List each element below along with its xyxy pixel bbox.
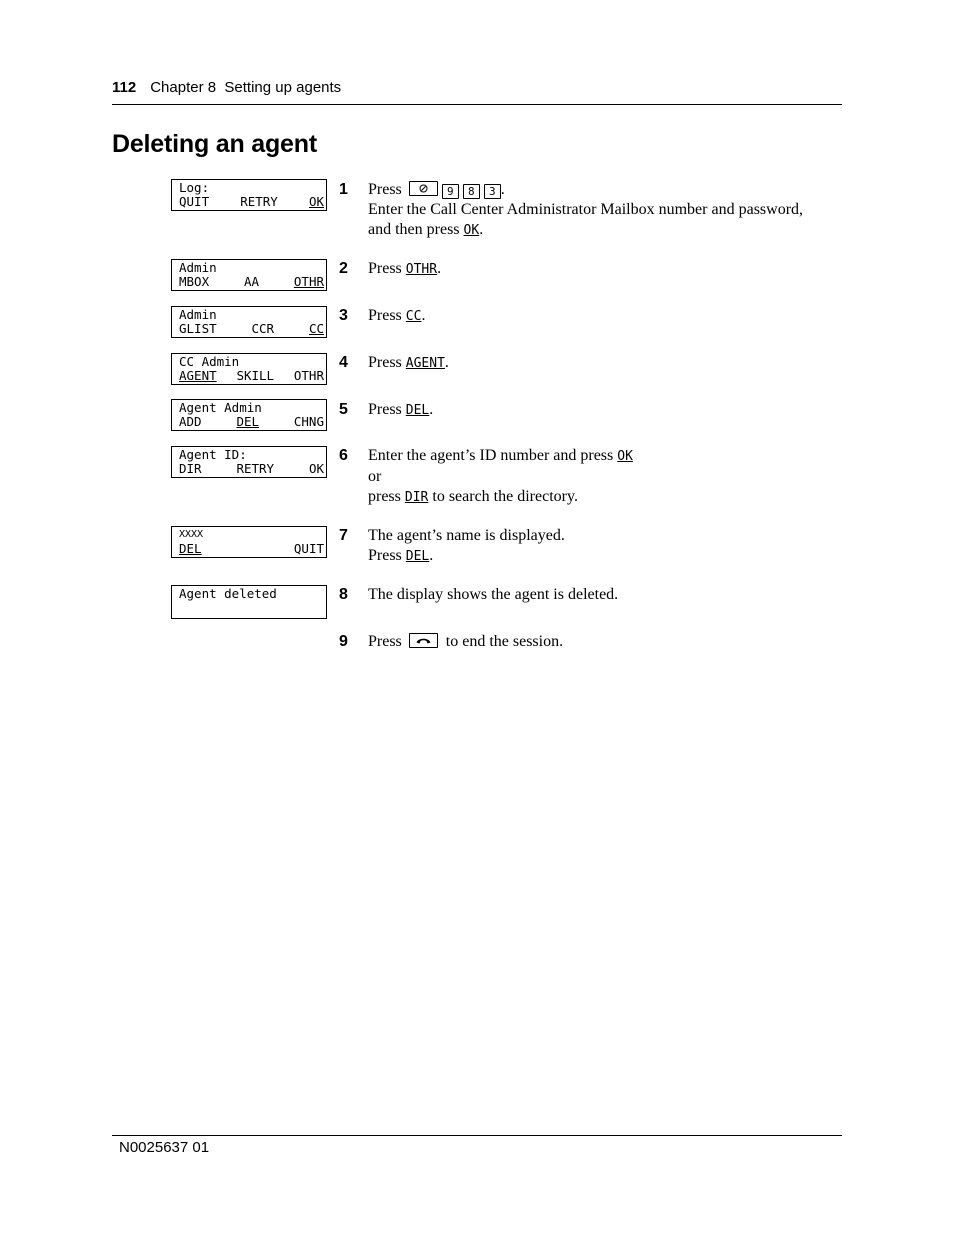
display-agent-id (171, 446, 327, 478)
step-line: Enter the Call Center Administrator Mailbox number and password, (368, 201, 804, 218)
softkey-skill[interactable]: SKILL (236, 368, 275, 383)
display-line: Log: (179, 180, 210, 195)
display-line: Agent ID: (179, 447, 247, 462)
key-button-3: 3 (484, 184, 501, 199)
display-line: Admin (179, 307, 217, 322)
step-text-post: to end the session. (445, 633, 564, 650)
softkey-quit[interactable]: QUIT (293, 541, 324, 556)
section-title: Deleting an agent (112, 130, 317, 158)
softkey-retry[interactable]: RETRY (236, 461, 275, 476)
softkey-add[interactable]: ADD (179, 414, 202, 429)
step-text-pre: Press (368, 547, 402, 564)
step-text-pre: Press (368, 260, 402, 277)
display-agent-deleted (171, 585, 327, 619)
step-9-text (368, 632, 848, 652)
display-log (171, 179, 327, 211)
chapter-title: Chapter 8 Setting up agents (150, 79, 342, 96)
softkey-aa[interactable]: AA (243, 274, 260, 289)
step-7-text: The agent’s name is displayed. Press DEL. (368, 526, 848, 567)
display-softkeys (179, 415, 324, 430)
display-agent-admin (171, 399, 327, 431)
step-text-pre: Enter the agent’s ID number and press (368, 447, 614, 464)
step-number: 7 (339, 527, 348, 544)
page-number: 112 (112, 79, 137, 96)
step-number: 2 (339, 260, 348, 277)
step-4-text: Press AGENT. (368, 354, 449, 371)
softkey-agent[interactable]: AGENT (179, 368, 217, 383)
softkey-mbox[interactable]: MBOX (179, 274, 210, 289)
softkey-ref-del: DEL (405, 403, 430, 418)
softkey-retry[interactable]: RETRY (240, 194, 278, 209)
step-line: The agent’s name is displayed. (368, 527, 565, 544)
display-line: Admin (179, 260, 217, 275)
step-text-pre: and then press (368, 221, 460, 238)
softkey-ref-agent: AGENT (405, 356, 445, 371)
header-rule (112, 104, 842, 105)
footer-rule (112, 1135, 842, 1136)
step-text-post: to search the directory. (432, 488, 578, 505)
step-number: 1 (339, 181, 348, 198)
step-text-pre: Press (368, 354, 402, 371)
step-text-pre: Press (368, 307, 402, 324)
key-button-8: 8 (463, 184, 480, 199)
display-softkeys (179, 195, 324, 210)
softkey-del[interactable]: DEL (179, 541, 202, 556)
step-line: or (368, 468, 382, 485)
softkey-cc[interactable]: CC (308, 321, 324, 336)
display-admin-1 (171, 259, 327, 291)
display-cc-admin (171, 353, 327, 385)
step-line: Press 9 8 3 . (368, 181, 505, 198)
step-number: 4 (339, 354, 348, 371)
step-2-text: Press OTHR. (368, 260, 442, 277)
step-number: 8 (339, 586, 348, 603)
softkey-quit[interactable]: QUIT (179, 194, 210, 209)
softkey-ok[interactable]: OK (308, 461, 324, 476)
softkey-othr[interactable]: OTHR (293, 368, 324, 383)
step-5-text: Press DEL. (368, 401, 434, 418)
display-line: Agent Admin (179, 400, 262, 415)
display-softkeys (179, 462, 324, 477)
softkey-ref-cc: CC (405, 309, 422, 324)
softkey-ref-ok: OK (463, 223, 480, 238)
display-agent-name (171, 526, 327, 558)
step-1-text (368, 180, 848, 241)
step-text-pre: Press (368, 633, 402, 650)
display-line: XXXX (179, 529, 204, 540)
step-number: 9 (339, 633, 348, 650)
document-number: N0025637 01 (119, 1139, 210, 1156)
softkey-chng[interactable]: CHNG (293, 414, 324, 429)
step-line: and then press OK. (368, 221, 484, 238)
softkey-ref-del: DEL (405, 549, 430, 564)
feature-icon (409, 181, 438, 196)
softkey-ref-othr: OTHR (405, 262, 438, 277)
step-line: The display shows the agent is deleted. (368, 586, 619, 603)
softkey-del[interactable]: DEL (236, 414, 260, 429)
page-header (112, 79, 842, 101)
display-line: CC Admin (179, 354, 240, 369)
step-text-pre: press (368, 488, 401, 505)
softkey-glist[interactable]: GLIST (179, 321, 217, 336)
display-softkeys (179, 542, 324, 557)
key-button-9: 9 (442, 184, 459, 199)
softkey-ref-ok: OK (617, 449, 633, 464)
softkey-othr[interactable]: OTHR (293, 274, 324, 289)
step-text-press: Press (368, 181, 402, 198)
step-number: 3 (339, 307, 348, 324)
softkey-dir[interactable]: DIR (179, 461, 202, 476)
step-number: 6 (339, 447, 348, 464)
softkey-ref-dir: DIR (404, 490, 429, 505)
step-number: 5 (339, 401, 348, 418)
softkey-ok[interactable]: OK (308, 194, 324, 209)
display-line: Agent deleted (179, 586, 277, 601)
release-handset-icon (409, 633, 438, 648)
display-admin-2 (171, 306, 327, 338)
display-softkeys (179, 322, 324, 337)
step-text-pre: Press (368, 401, 402, 418)
display-softkeys (179, 275, 324, 290)
display-softkeys (179, 369, 324, 384)
step-8-text (368, 585, 848, 605)
step-3-text: Press CC. (368, 307, 426, 324)
step-6-text (368, 446, 848, 508)
softkey-ccr[interactable]: CCR (251, 321, 275, 336)
